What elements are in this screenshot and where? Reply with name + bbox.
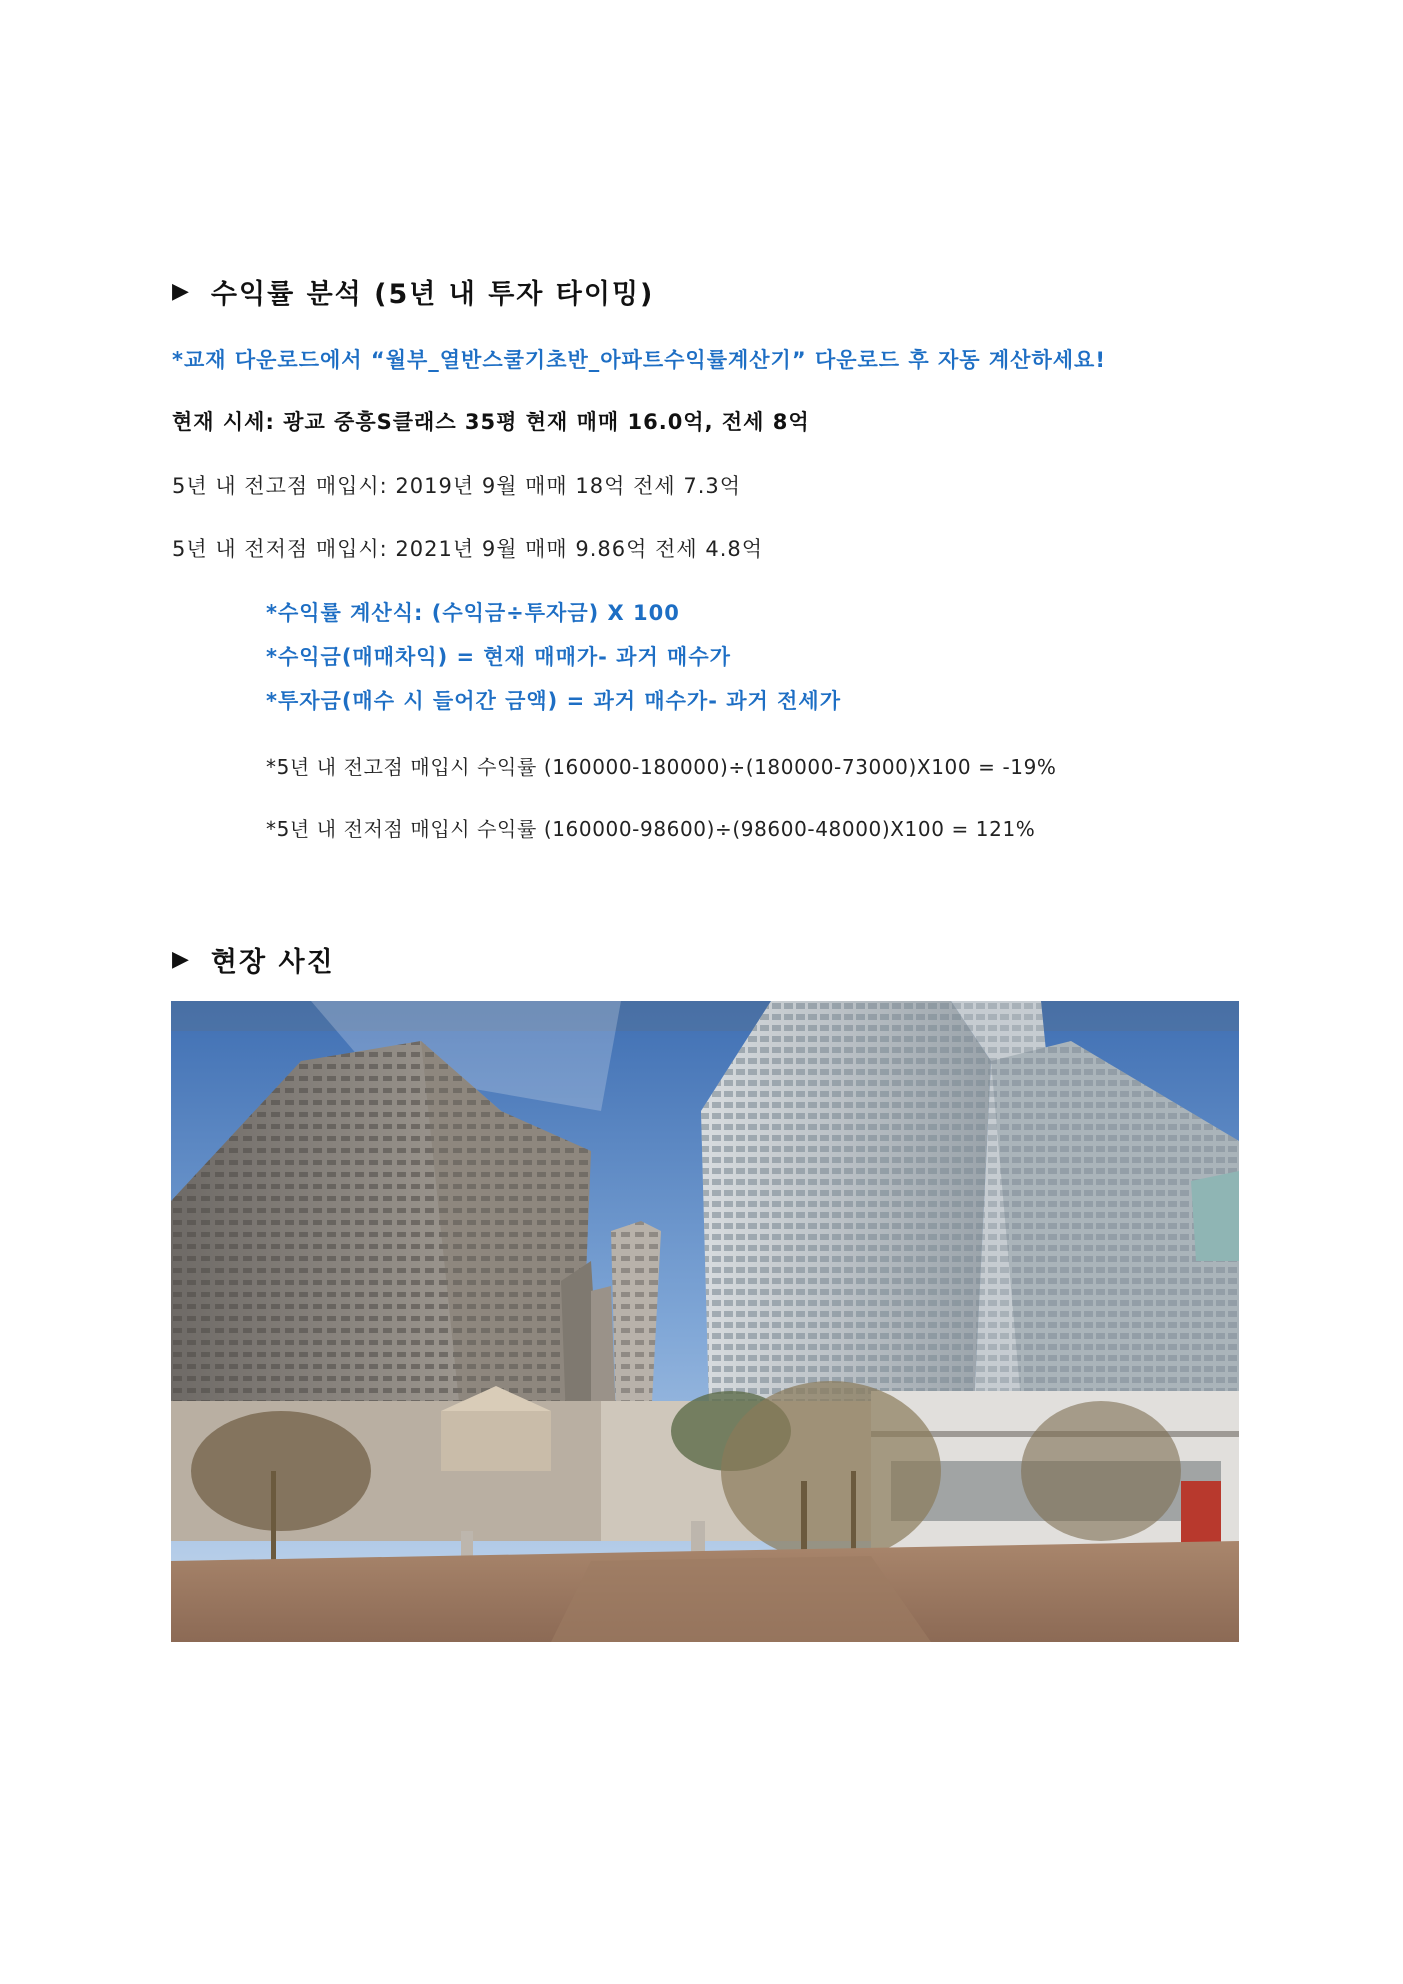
triangle-right-icon: ▶ [172,279,191,304]
section-heading-return-analysis [172,272,654,311]
peak-purchase-line: 5년 내 전고점 매입시: 2019년 9월 매매 18억 전세 7.3억 [172,474,742,498]
trough-purchase-line: 5년 내 전저점 매입시: 2021년 9월 매매 9.86억 전세 4.8억 [172,537,764,561]
site-photo [171,1001,1239,1642]
download-notice: *교재 다운로드에서 “월부_열반스쿨기초반_아파트수익률계산기” 다운로드 후 자동 계산하세요! [172,348,1106,372]
formula-profit: *수익금(매매차익) = 현재 매매가- 과거 매수가 [266,645,731,669]
current-price-line: 현재 시세: 광교 중흥S클래스 35평 현재 매매 16.0억, 전세 8억 [172,410,810,434]
section-title: 현장 사진 [210,947,335,978]
calc-trough-return: *5년 내 전저점 매입시 수익률 (160000-98600)÷(98600-48000)X100 = 121% [266,817,1036,841]
section-heading-site-photo [172,940,335,979]
calc-peak-return: *5년 내 전고점 매입시 수익률 (160000-180000)÷(180000-73000)X100 = -19% [266,755,1057,779]
section-title: 수익률 분석 (5년 내 투자 타이밍) [210,279,655,310]
triangle-right-icon: ▶ [172,947,191,972]
formula-return-rate: *수익률 계산식: (수익금÷투자금) X 100 [266,601,680,625]
formula-investment: *투자금(매수 시 들어간 금액) = 과거 매수가- 과거 전세가 [266,689,841,713]
